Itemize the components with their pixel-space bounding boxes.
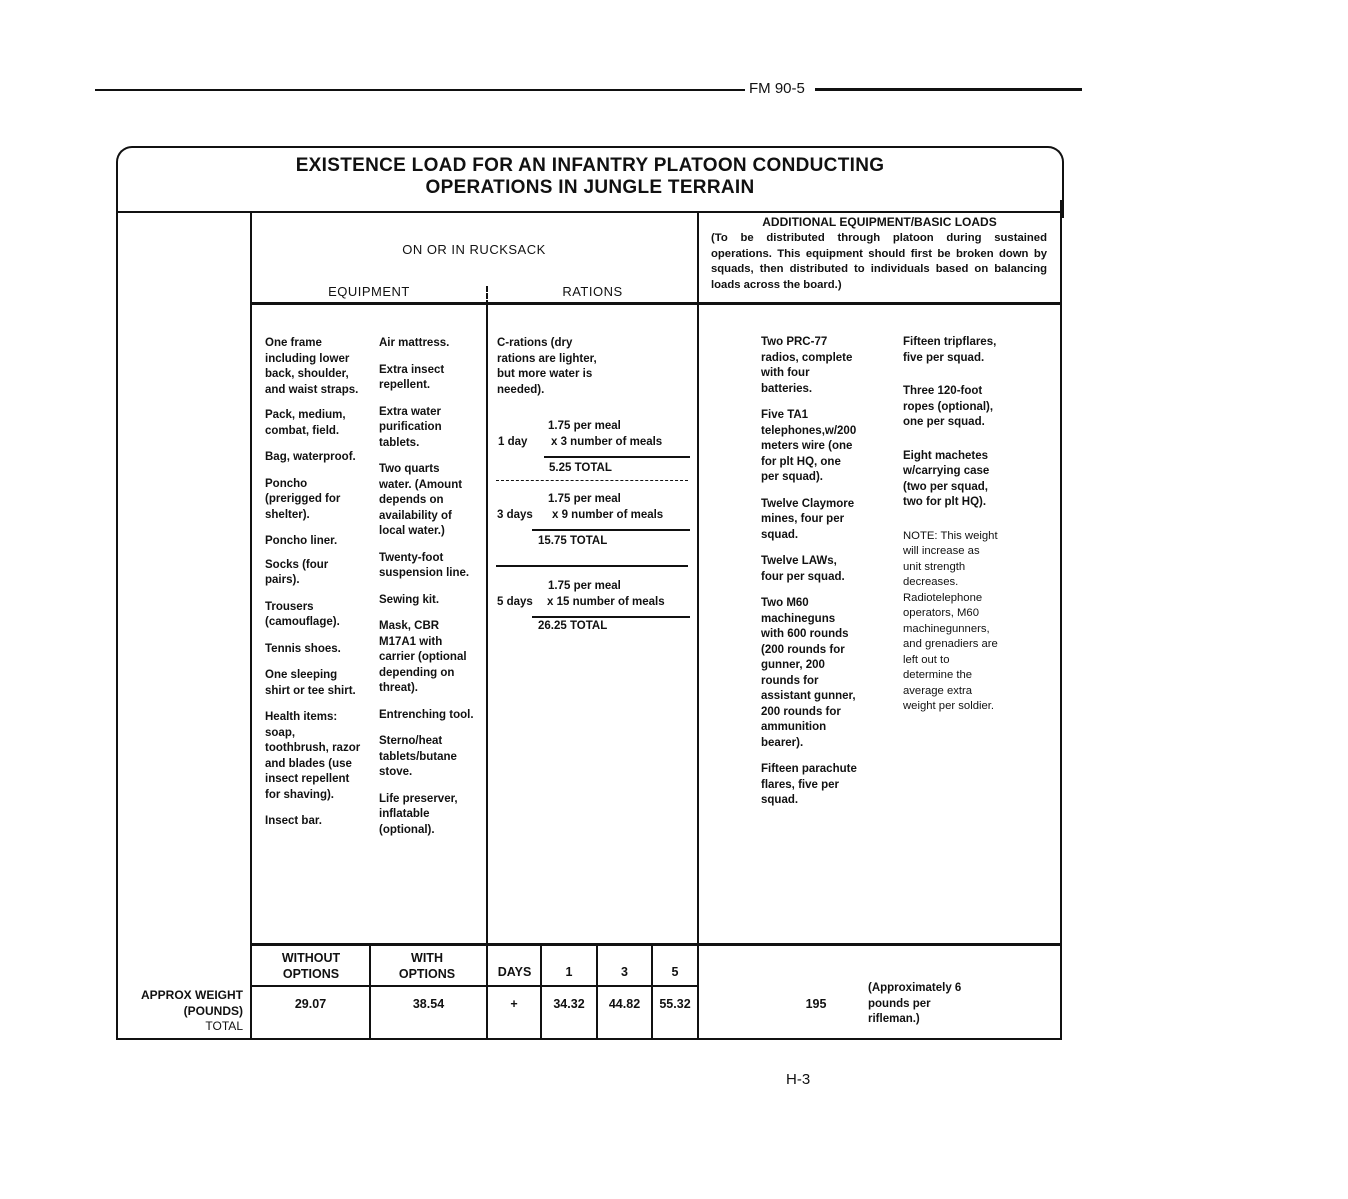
equip-item: Insect bar. bbox=[265, 815, 322, 827]
frame-bottom bbox=[116, 1038, 1062, 1040]
equipment-col-1 bbox=[265, 336, 361, 841]
per-meal: 1.75 per meal bbox=[548, 580, 621, 592]
equip-item: Socks (four pairs). bbox=[265, 558, 329, 586]
additional-note: (To be distributed through platoon during sustained operations. This equipment should first be broken down by squads, then distributed to individuals based on balancing loads across the board.) bbox=[711, 232, 1047, 291]
title-line-2: OPERATIONS IN JUNGLE TERRAIN bbox=[425, 177, 755, 198]
row-label-line-1: APPROX WEIGHT bbox=[140, 988, 243, 1002]
equipment-heading: EQUIPMENT bbox=[328, 284, 410, 299]
weights-sep-1 bbox=[369, 944, 371, 1040]
additional-item: Twelve Claymore mines, four per squad. bbox=[761, 497, 855, 541]
equip-item: Sterno/heat tablets/butane stove. bbox=[379, 735, 457, 778]
equipment-col-2 bbox=[379, 336, 475, 849]
day-value-1: 34.32 bbox=[553, 997, 585, 1011]
meals: x 3 number of meals bbox=[551, 435, 663, 448]
additional-item: Two M60 machineguns with 600 rounds (200 rounds for gunner, 200 rounds for assistant gunner, 200 rounds for ammunition bearer). bbox=[761, 597, 856, 749]
equip-item: Twenty-foot suspension line. bbox=[379, 551, 470, 579]
rations-rule bbox=[532, 529, 690, 531]
header-rule-left bbox=[95, 89, 745, 91]
rations-block-2 bbox=[496, 492, 690, 549]
additional-item: Five TA1 telephones,w/200 meters wire (one for plt HQ, one per squad). bbox=[761, 409, 857, 483]
frame-left bbox=[116, 200, 118, 1040]
with-options-header: WITH OPTIONS bbox=[398, 951, 456, 981]
additional-weight-value: 195 bbox=[805, 997, 827, 1011]
equip-item: Sewing kit. bbox=[379, 593, 440, 606]
equip-item: Mask, CBR M17A1 with carrier (optional depending on threat). bbox=[379, 620, 467, 694]
equip-item: Poncho liner. bbox=[265, 535, 338, 547]
with-options-value: 38.54 bbox=[412, 997, 445, 1011]
day-value-3: 44.82 bbox=[608, 997, 641, 1011]
equip-item: Tennis shoes. bbox=[265, 642, 341, 655]
title-line-1: EXISTENCE LOAD FOR AN INFANTRY PLATOON CONDUCTING bbox=[295, 155, 885, 176]
equip-item: Extra water purification tablets. bbox=[379, 405, 442, 449]
day-header-3: 3 bbox=[621, 965, 628, 979]
weights-mid-rule bbox=[250, 985, 698, 987]
equip-item: One frame including lower back, shoulder, and waist straps. bbox=[265, 337, 359, 396]
weights-sep-4 bbox=[596, 944, 598, 1040]
without-options-value: 29.07 bbox=[294, 997, 327, 1011]
col-sep-label bbox=[250, 211, 252, 1040]
additional-col-2 bbox=[903, 335, 999, 726]
frame-right bbox=[1060, 200, 1062, 1040]
total: 26.25 TOTAL bbox=[538, 619, 608, 632]
day-header-1: 1 bbox=[565, 965, 573, 979]
subhead-rule bbox=[250, 302, 1062, 305]
additional-col-1 bbox=[761, 335, 859, 820]
equip-item: One sleeping shirt or tee shirt. bbox=[265, 669, 356, 697]
rations-rule bbox=[532, 616, 690, 618]
additional-item: Two PRC-77 radios, complete with four batteries. bbox=[761, 336, 853, 395]
day-header-5: 5 bbox=[671, 965, 679, 979]
rations-separator-1 bbox=[496, 480, 688, 482]
without-options-header: WITHOUT OPTIONS bbox=[281, 951, 341, 981]
rations-intro: C-rations (dry rations are lighter, but more water is needed). bbox=[497, 337, 597, 396]
additional-item: Fifteen tripflares, five per squad. bbox=[903, 336, 997, 364]
equip-item: Poncho (prerigged for shelter). bbox=[265, 477, 341, 521]
additional-item: Eight machetes w/carrying case (two per squad, two for plt HQ). bbox=[903, 449, 990, 508]
day-value-5: 55.32 bbox=[659, 997, 691, 1011]
col-sep-rations-body bbox=[486, 306, 488, 1040]
table-title bbox=[180, 155, 1000, 199]
rations-separator-2 bbox=[496, 565, 688, 567]
equip-item: Health items: soap, toothbrush, razor and blades (use insect repellent for shaving). bbox=[265, 711, 361, 801]
weight-note: NOTE: This weight will increase as unit strength decreases. Radiotelephone operators, M60 machinegunners, and grenadiers are left out to determine the average extra weight per soldier. bbox=[903, 529, 998, 712]
rations-block-1 bbox=[496, 419, 690, 476]
additional-item: Fifteen parachute flares, five per squad. bbox=[761, 763, 857, 806]
col-sep-additional bbox=[697, 211, 699, 1040]
per-meal: 1.75 per meal bbox=[548, 420, 621, 432]
total: 5.25 TOTAL bbox=[549, 461, 612, 474]
rations-rule bbox=[544, 456, 690, 458]
row-label-line-3: TOTAL bbox=[205, 1019, 243, 1033]
equip-item: Two quarts water. (Amount depends on availability of local water.) bbox=[379, 463, 463, 537]
equip-item: Pack, medium, combat, field. bbox=[265, 409, 346, 437]
per-meal: 1.75 per meal bbox=[548, 493, 621, 505]
rations-heading: RATIONS bbox=[562, 284, 623, 299]
rucksack-heading: ON OR IN RUCKSACK bbox=[402, 242, 546, 257]
meals: x 15 number of meals bbox=[547, 595, 665, 608]
meals: x 9 number of meals bbox=[552, 508, 664, 521]
days: 5 days bbox=[497, 595, 533, 608]
header-code: FM 90-5 bbox=[749, 80, 805, 97]
equip-item: Bag, waterproof. bbox=[265, 451, 356, 463]
plus-sign: + bbox=[510, 997, 518, 1011]
title-rule bbox=[116, 211, 1062, 213]
equip-item: Life preserver, inflatable (optional). bbox=[379, 792, 458, 836]
additional-heading: ADDITIONAL EQUIPMENT/BASIC LOADS bbox=[762, 215, 997, 229]
additional-weight-note: (Approximately 6 pounds per rifleman.) bbox=[868, 982, 962, 1025]
days-header: DAYS bbox=[497, 965, 532, 979]
total: 15.75 TOTAL bbox=[538, 534, 608, 547]
rations-block-3 bbox=[496, 579, 690, 634]
header-rule-right bbox=[815, 88, 1082, 91]
days: 3 days bbox=[497, 508, 533, 521]
row-label-line-2: (POUNDS) bbox=[183, 1003, 243, 1018]
additional-item: Three 120-foot ropes (optional), one per squad. bbox=[903, 385, 994, 428]
additional-item: Twelve LAWs, four per squad. bbox=[761, 555, 845, 583]
weights-sep-5 bbox=[651, 944, 653, 1040]
page-number: H-3 bbox=[786, 1071, 811, 1088]
weights-top-rule bbox=[250, 943, 1062, 946]
equip-item: Air mattress. bbox=[379, 337, 450, 349]
equip-item: Extra insect repellent. bbox=[379, 363, 445, 391]
weights-sep-3 bbox=[540, 944, 542, 1040]
days: 1 day bbox=[498, 435, 528, 448]
weight-row-label bbox=[118, 988, 243, 1035]
equip-item: Entrenching tool. bbox=[379, 708, 474, 721]
equip-item: Trousers (camouflage). bbox=[265, 600, 340, 628]
